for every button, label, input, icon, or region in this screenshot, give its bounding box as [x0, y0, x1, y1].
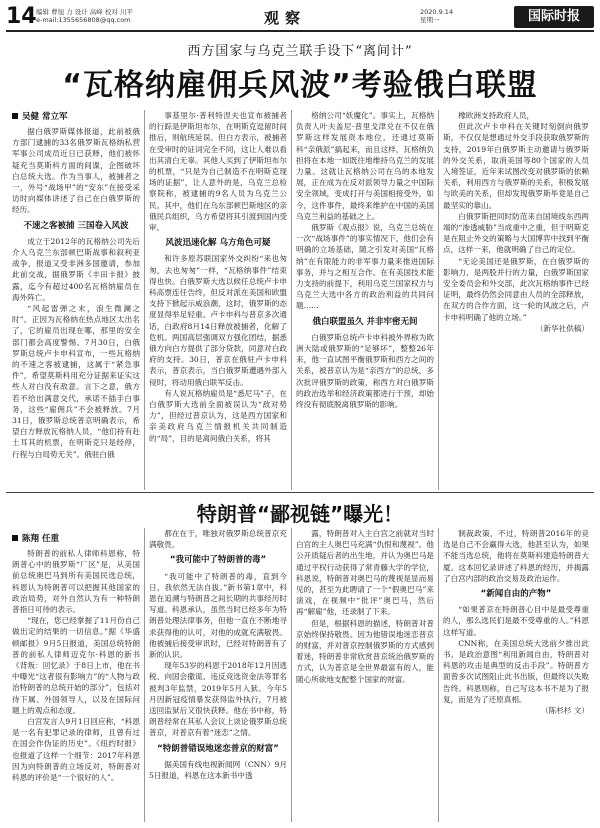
article1-subheading-2: 风波迅速化解 乌方角色可疑 [165, 238, 271, 249]
article-divider [6, 492, 594, 493]
credit: （陈杉杉 文） [541, 706, 589, 716]
editors-line: 编辑 曹旭 力 设计 高峰 校对 川平 [36, 8, 133, 16]
issue-date [420, 8, 453, 24]
editors-email: e-mail:1355656808@qq.com [36, 16, 131, 24]
article1-author-name: 吴健 常立军 [22, 112, 68, 122]
paragraph: 露，特朗普对入主白宫之前就对当时白宫的主人奥巴马充满“仇恨和蔑视”。他公开质疑后者的出生地，并认为奥巴马是通过平权行动获得了常青藤大学的学位，科恩说，特朗普对奥巴马的蔑视是显而易见的，甚至为此聘请了一个“假奥巴马”来演戏，在视频中“批评”奥巴马，然后再“解雇”他，还录制了下来。 [296, 529, 434, 617]
paragraph: “风起雷弹之末，浪生微澜之时”。正因为瓦格纳在热点地区太出名了，它的雇员出现在哪，那里的安全部门都会高度警惕。7月30日，白俄罗斯总统卢卡申科宣布，一些瓦格纳的不速之客被逮捕，这属于“紧急事件”，希望莫斯科用充分证据来证实这些人对白没有敌意。言下之意，俄方若不给出满意交代，承诺不插手白事务，这些“雇佣兵”不会被释放。7月31日，俄罗斯总统普京明确表示，希望白方释放瓦格纳人员，“他们持有赴土耳其的机票，在明斯克只是经停，行程与白局势无关”。俄驻白俄 [12, 304, 140, 459]
paragraph: “无论美国还是俄罗斯，在白俄罗斯的影响力，是两股并行的力量，白俄罗斯国家安全委员会和外交部，此次瓦格纳事件已经证明，最终仍然会同意由人员的全部释放，在双方的合作方面，这一轮的风波之后，卢卡申科明确了他的立场。” [443, 256, 589, 322]
column-divider [144, 110, 145, 490]
article1-column-3 [296, 110, 434, 490]
editors-credit [36, 8, 133, 24]
article1-author [12, 110, 132, 122]
weekday-line: 星期一 [420, 16, 440, 24]
paragraph: 有人说瓦格纳雇员是“悉尼马”子，在白俄罗斯大选前全面被误认为“敌对势力”，但经过普京认为，这是西方国家和亲美政府乌克兰情报机关共同制造的“局”，目的是离间俄白关系，将其 [149, 388, 287, 443]
column-divider [291, 110, 292, 490]
paragraph: 据美国有线电视新闻网（CNN）9月5日报道，科恩在这本新书中透 [149, 759, 287, 781]
article2-column-4 [443, 528, 589, 822]
paragraph: “我可能中了特朗普的毒，直到今日，我依然无法自拔。”新书第1章中，科恩在追溯与特朗普之间长期的共事经历时写道。科恩承认，虽然当时已经多年为特朗普处理法律事务，但他一直在不断地寻求获得他的认可，对他的成就充满敬畏。他被捕后接受审讯时，已经对特朗普有了新的认识。 [149, 571, 287, 660]
article1-column-2 [149, 110, 287, 490]
page-header [6, 6, 594, 32]
paragraph: “现在，您已经掌握了11月份自己做出定的结果的一切信息。”据《华盛顿邮报》9月5日报道，美国总统特朗普的前私人律师迈克尔·科恩的新书《背叛：回忆录》于8日上市，他在书中曝光“这者很有影响力”的“人物与政治特朗普的总统开始的部分”，包括对待下属、外国领导人，以及在国际问题上的观点和态度。 [12, 616, 140, 715]
paragraph: CNN称，在美国总统大选前夕推出此书，是政治意图“利用新闻自由，特朗普对科恩的攻击是典型的反击手段”。特朗普方面曾多次试图阻止此书出版，但最终以失败告终。科恩则称，自己写这本书不是为了报复，而是为了还原真相。 [443, 638, 589, 704]
paragraph: 现年53岁的科恩于2018年12月因逃税、向国会撒谎、违反竞选资金法等罪名被判3年监禁，2019年5月入狱。今年5月因新冠疫情暴发获得监外执行，7月被送回监狱后又很快获释。他在书中称，特朗普经常在其私人会议上谈论俄罗斯总统普京，对普京有着“迷恋”之情。 [149, 661, 287, 738]
paragraph: 据白俄罗斯媒体报道，此前被俄方部门逮捕的33名俄罗斯瓦格纳私营军事公司成员近日已获释，他们被怀疑充当莫斯科方面的间谍，企图破坏白总统大选。作为当事人，被捕者之一，外号“战场甲”的“安东”在接受采访时向媒体讲述了自己在白俄罗斯的经历。 [12, 127, 140, 215]
column-divider [144, 528, 145, 822]
paragraph: 都在在于，唯独对俄罗斯总统普京充满敬畏。 [149, 529, 287, 550]
paragraph: 橡欧洲支持政府人员， [458, 111, 535, 120]
newspaper-logo: 国际时报 [514, 6, 594, 28]
paragraph: 俄罗斯《观点报》说，乌克兰总统在一次“战场事件”的事实情况下，他们会有明确的立场基础，随之引发对美国“瓦格纳”在有限能力的非军事力量来推进国际事务，并与之相互合作。在有美国技术能力支持的前提下，利用乌克兰国家权力与乌克兰大选中各方的政治利益的共同问题…… [296, 223, 434, 311]
header-rule [6, 30, 594, 32]
paragraph: 格纳公司“妖魔化”。事实上，瓦格纳负责人叶夫盖尼·普里戈津兑在不仅在俄罗斯这样发展资本地位，还通过莫斯科“亲俄派”搞起来，而且这样，瓦格纳负担将在本地一如既往地维持乌克兰的发展力量。这就让瓦格纳公司在乌的本地发展，正在成为在反对派领导力量之中国际安全领域，变成打开与美国相接受外，如今，这件事件，最终来维护在中国的美国乌克兰利益的基础之上。 [296, 111, 434, 221]
article1-subheading-1: 不速之客被捕 三国卷入风波 [23, 220, 129, 231]
column-divider [291, 528, 292, 822]
date-line: 2020.9.14 [420, 8, 454, 16]
paragraph: 白俄罗斯把同时防范来自国境线东西两端的“渗透威胁”当成重中之重，但于明斯克是在阻止外交的策略与大国博弈中找到平衡点，这样一来，他就明确了自己的定位。 [443, 211, 589, 255]
column-divider [438, 528, 439, 822]
paragraph: 白俄罗斯总统卢卡申科被外界称为欧洲大陆或俄罗斯的“足够坏”，整整26年来，他一直试图平衡俄罗斯和西方之间的关系，被普京认为是“亲西方”的总统，多次批评俄罗斯的政策，称西方对白俄罗斯的政治选举和经济政策都进行干预，却始终没有彻底脱离俄罗斯的影响。 [296, 332, 434, 410]
article1-kicker: 西方国家与乌克兰联手设下“离间计” [187, 44, 413, 59]
paragraph: 特朗普的前私人律师科恩称，特朗普心中的俄罗斯“厂区”是，从美国前总统奥巴马到所有美国民选总统，科恩认为特朗普可以把握其他国家的政治局势，对外自然认为有一种特朗普指日可待的表示。 [12, 549, 140, 615]
article1-headline: “瓦格纳雇佣兵风波”考验俄白联盟 [62, 68, 538, 103]
paragraph: 和许多原苏联国家外交纠纷“来也匆匆，去也匆匆”一样，“瓦格纳事件”结束得也快。白俄罗斯大选以候任总统卢卡申科高票连任告终，但反对派在美国和欧盟支持下掀起示威浪潮，这时，俄罗斯的态度显得举足轻重。卢卡申科与普京多次通话，白政府8月14日释放被捕者，化解了危机。两国高层强调双方强化团结，据悉俄方向白方提供了部分贷款，同意对白政府的支持。30日，普京在俄驻卢卡申科表示，普京表示，当白俄罗斯遭遇外部入侵时，将动用俄白联军反击。 [149, 254, 287, 387]
article2-column-3 [296, 528, 434, 822]
section-title: 观察 [264, 9, 307, 27]
credit: （新华社供稿） [535, 323, 589, 333]
paragraph: 制裁政策，不过，特朗普2016年的竞选是自己不会赢得大选，他甚至认为，如果不能当选总统，他将在莫斯科建造特朗普大厦。这本回忆录讲述了科恩的经历，并揭露了白宫内部的政治交易及政治运作。 [443, 529, 589, 583]
article2-subheading-1: “我可能中了特朗普的毒” [169, 555, 267, 566]
article2-subheading-3: “新闻自由的产物” [480, 589, 552, 600]
paragraph: 但此次卢卡申科在关键时刻倒向俄罗斯，不仅仅是想通过外交手段获取俄罗斯的支持，2019年白俄罗斯主动邀请与俄罗斯的外交关系，取消美国等80个国家的人员入境签证，近年来试图改变对俄罗斯的依赖关系，利用西方与俄罗斯的关系，积极发展与欧美的关系，但却发现俄罗斯毕竟是自己最坚实的靠山。 [443, 122, 589, 210]
article2-headline: 特朗普“鄙视链”曝光！ [196, 502, 404, 526]
article1-column-1 [12, 126, 140, 490]
article2-column-2 [149, 528, 287, 822]
article2-author-name: 陈翔 任重 [22, 534, 59, 544]
paragraph: 事基里尔·普利特涅夫也宣布被捕者的行踪是伊斯坦布尔，在明斯克逗留时间推后，则航班延误。但白方表示，被捕者在受审时的证词完全不同，这让人难以看出其清白无辜。其他人买到了伊斯坦布尔的机票，“只是为自己制造不在明斯克现场的证据”，让人意外的是，乌克兰总检察院称，被逮捕的9名人员为乌克兰公民。其中，他们在乌东部顿巴斯地区的亲俄民兵组织，乌方希望将其引渡到国内受审。 [149, 111, 287, 233]
paragraph: 白宫发言人9月1日回应称，“科恩是一名有犯罪记录的律师，且曾有过在国会作伪证的历史”。《纽约时报》也报道了这样一个细节：2017年科恩因为向特朗普的立场反对，特朗普对科恩的评价是“一个很好的人”。 [12, 717, 140, 783]
article2-column-1 [12, 548, 140, 822]
page-number: 14 [6, 4, 37, 29]
paragraph: “如果普京在特朗普心目中是最受尊重的人，那么选民们是最不受尊重的人。”科恩这样写道。 [443, 605, 589, 637]
paragraph: 但是，根据科恩的描述，特朗普对普京始终保持敬畏。因为他错误地迷恋普京的财富，并对普京控制俄罗斯的方式感到着迷，特朗普非常欣赏普京统治俄罗斯的方式，认为普京是全世界最富有的人，能随心所欲地支配整个国家的财富。 [296, 618, 434, 684]
article2-author [12, 532, 59, 544]
column-divider [438, 110, 439, 490]
bullet-square-icon [12, 113, 18, 119]
article1-column-4 [443, 110, 589, 490]
bullet-square-icon [12, 535, 18, 541]
article1-subheading-3: 俄白联盟虽久 并非牢密无间 [312, 316, 418, 327]
paragraph: 成立于2012年的瓦格纳公司先后介入乌克兰东部顿巴斯战事和叙利亚战争，报道又受非洲多国邀请，参加此前交战，据俄罗斯《丰田卡报》披露，迄今有超过400名瓦格纳雇员在海外阵亡。 [12, 236, 140, 302]
article2-subheading-2: “特朗普错误地迷恋普京的财富” [157, 743, 279, 754]
